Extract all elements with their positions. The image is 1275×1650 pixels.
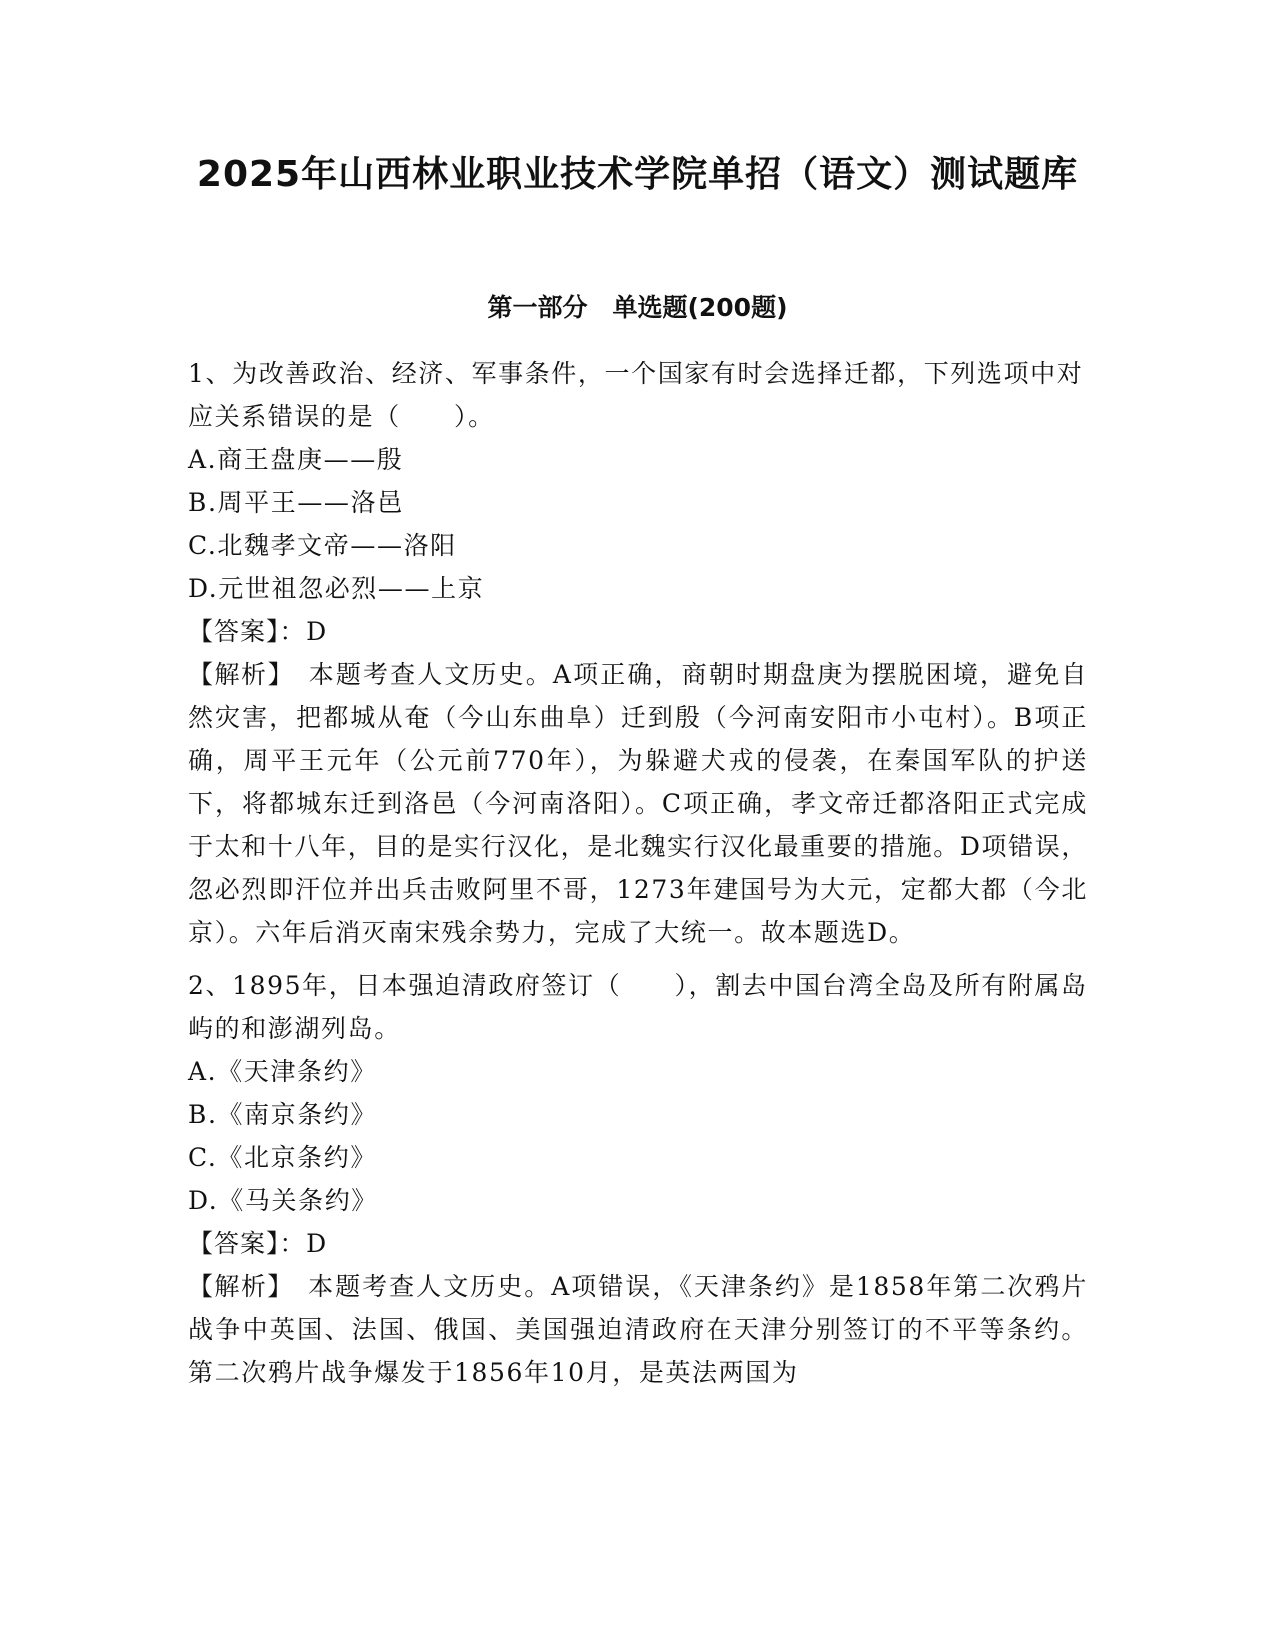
question-stem: 2、1895年，日本强迫清政府签订（ ），割去中国台湾全岛及所有附属岛屿的和澎湖列岛。 [188,971,1088,1043]
answer-line [188,610,1088,653]
answer-value: ：D [279,1229,328,1258]
document-title: 2025年山西林业职业技术学院单招（语文）测试题库 [196,154,1079,195]
question-2 [188,964,1088,1394]
section-title: 第一部分 单选题(200题) [487,293,788,322]
analysis-paragraph [188,1265,1088,1394]
option-a: A.《天津条约》 [188,1057,377,1086]
option-b: B.《南京条约》 [188,1100,378,1129]
question-list [188,352,1088,1404]
option-a: A.商王盘庚——殷 [188,445,404,474]
analysis-label: 【解析】 [188,1272,282,1301]
answer-label: 【答案】 [188,617,280,646]
analysis-text: 本题考查人文历史。A项错误，《天津条约》是1858年第二次鸦片战争中英国、法国、俄国、美国强迫清政府在天津分别签订的不平等条约。第二次鸦片战争爆发于1856年10月，是英法两国为 [188,1272,1088,1387]
option-d: D.《马关条约》 [188,1186,378,1215]
answer-label: 【答案】 [188,1229,280,1258]
answer-line [188,1222,1088,1265]
option-c: C.《北京条约》 [188,1143,377,1172]
analysis-text: 本题考查人文历史。A项正确，商朝时期盘庚为摆脱困境，避免自然灾害，把都城从奄（今山东曲阜）迁到殷（今河南安阳市小屯村）。B项正确，周平王元年（公元前770年），为躲避犬戎的侵袭，在秦国军队的护送下，将都城东迁到洛邑（今河南洛阳）。C项正确，孝文帝迁都洛阳正式完成于太和十八年，目的是实行汉化，是北魏实行汉化最重要的措施。D项错误，忽必烈即汗位并出兵击败阿里不哥，1273年建国号为大元，定都大都（今北京）。六年后消灭南宋残余势力，完成了大统一。故本题选D。 [188,660,1088,947]
answer-value: ：D [279,617,328,646]
analysis-label: 【解析】 [188,660,282,689]
option-b: B.周平王——洛邑 [188,488,404,517]
option-d: D.元世祖忽必烈——上京 [188,574,485,603]
option-c: C.北魏孝文帝——洛阳 [188,531,457,560]
question-1 [188,352,1088,954]
analysis-paragraph [188,653,1088,954]
question-stem: 1、为改善政治、经济、军事条件，一个国家有时会选择迁都，下列选项中对应关系错误的是（ ）。 [188,359,1084,431]
